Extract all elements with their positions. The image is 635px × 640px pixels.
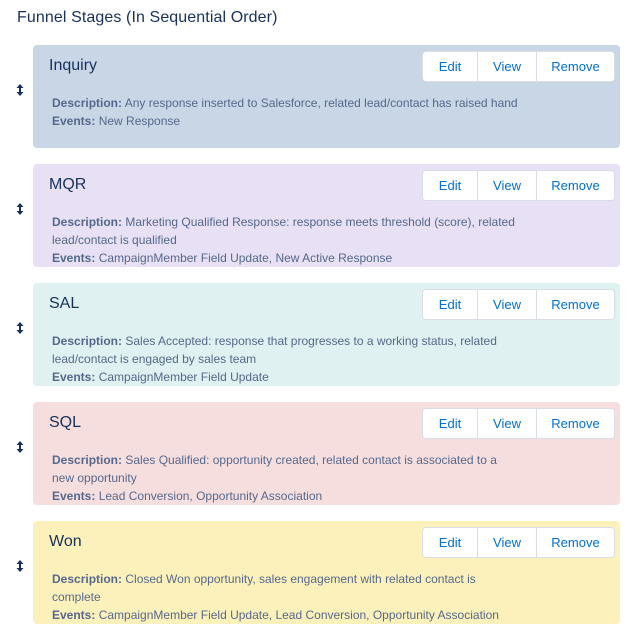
stage-name: SAL (49, 295, 80, 312)
description-label: Description: (52, 334, 123, 348)
stage-description (52, 213, 522, 249)
view-button[interactable]: View (477, 290, 536, 319)
stage-action-buttons (422, 289, 615, 320)
stage-events (52, 606, 522, 624)
stage-details (52, 451, 522, 505)
view-button[interactable]: View (477, 52, 536, 81)
events-label: Events: (52, 114, 96, 128)
stage-row-inquiry (0, 45, 635, 148)
stage-events (52, 368, 522, 386)
stage-card-sql (33, 402, 620, 505)
stage-events (52, 249, 522, 267)
stage-details (52, 570, 522, 624)
drag-handle-icon[interactable] (12, 82, 28, 98)
remove-button[interactable]: Remove (536, 52, 614, 81)
events-label: Events: (52, 608, 96, 622)
drag-handle-icon[interactable] (12, 439, 28, 455)
description-text: Marketing Qualified Response: response meets threshold (score), related lead/contact is qualified (52, 215, 515, 247)
description-text: Closed Won opportunity, sales engagement with related contact is complete (52, 572, 476, 604)
stage-action-buttons (422, 408, 615, 439)
events-label: Events: (52, 370, 96, 384)
stage-description (52, 570, 522, 606)
drag-handle-icon[interactable] (12, 320, 28, 336)
stage-action-buttons (422, 527, 615, 558)
events-text: CampaignMember Field Update, New Active Response (98, 251, 393, 265)
events-label: Events: (52, 251, 96, 265)
stage-row-sql (0, 402, 635, 505)
stage-details (52, 332, 522, 386)
description-label: Description: (52, 572, 123, 586)
remove-button[interactable]: Remove (536, 528, 614, 557)
events-label: Events: (52, 489, 96, 503)
description-label: Description: (52, 215, 123, 229)
stage-description (52, 451, 522, 487)
view-button[interactable]: View (477, 528, 536, 557)
remove-button[interactable]: Remove (536, 409, 614, 438)
drag-handle-icon[interactable] (12, 558, 28, 574)
description-label: Description: (52, 453, 123, 467)
stage-row-sal (0, 283, 635, 386)
stage-details (52, 213, 522, 267)
description-text: Sales Qualified: opportunity created, related contact is associated to a new opportunity (52, 453, 497, 485)
description-text: Any response inserted to Salesforce, related lead/contact has raised hand (124, 96, 518, 110)
events-text: Lead Conversion, Opportunity Association (98, 489, 323, 503)
edit-button[interactable]: Edit (423, 290, 477, 319)
stage-description (52, 94, 522, 112)
stage-name: Inquiry (49, 57, 98, 74)
stage-row-won (0, 521, 635, 624)
edit-button[interactable]: Edit (423, 171, 477, 200)
stage-action-buttons (422, 51, 615, 82)
stage-card-won (33, 521, 620, 624)
view-button[interactable]: View (477, 409, 536, 438)
edit-button[interactable]: Edit (423, 528, 477, 557)
stage-name: MQR (49, 176, 87, 193)
stage-card-mqr (33, 164, 620, 267)
description-text: Sales Accepted: response that progresses to a working status, related lead/contact is engaged by sales team (52, 334, 497, 366)
page-title: Funnel Stages (In Sequential Order) (17, 9, 278, 26)
stage-card-sal (33, 283, 620, 386)
events-text: New Response (98, 114, 181, 128)
stage-action-buttons (422, 170, 615, 201)
description-label: Description: (52, 96, 123, 110)
view-button[interactable]: View (477, 171, 536, 200)
events-text: CampaignMember Field Update, Lead Conversion, Opportunity Association (98, 608, 499, 622)
events-text: CampaignMember Field Update (98, 370, 269, 384)
edit-button[interactable]: Edit (423, 409, 477, 438)
stage-row-mqr (0, 164, 635, 267)
drag-handle-icon[interactable] (12, 201, 28, 217)
stage-details (52, 94, 522, 130)
remove-button[interactable]: Remove (536, 290, 614, 319)
stage-description (52, 332, 522, 368)
stage-name: Won (49, 533, 82, 550)
stage-events (52, 112, 522, 130)
edit-button[interactable]: Edit (423, 52, 477, 81)
remove-button[interactable]: Remove (536, 171, 614, 200)
stage-events (52, 487, 522, 505)
stage-card-inquiry (33, 45, 620, 148)
funnel-stage-list (0, 45, 635, 640)
stage-name: SQL (49, 414, 82, 431)
